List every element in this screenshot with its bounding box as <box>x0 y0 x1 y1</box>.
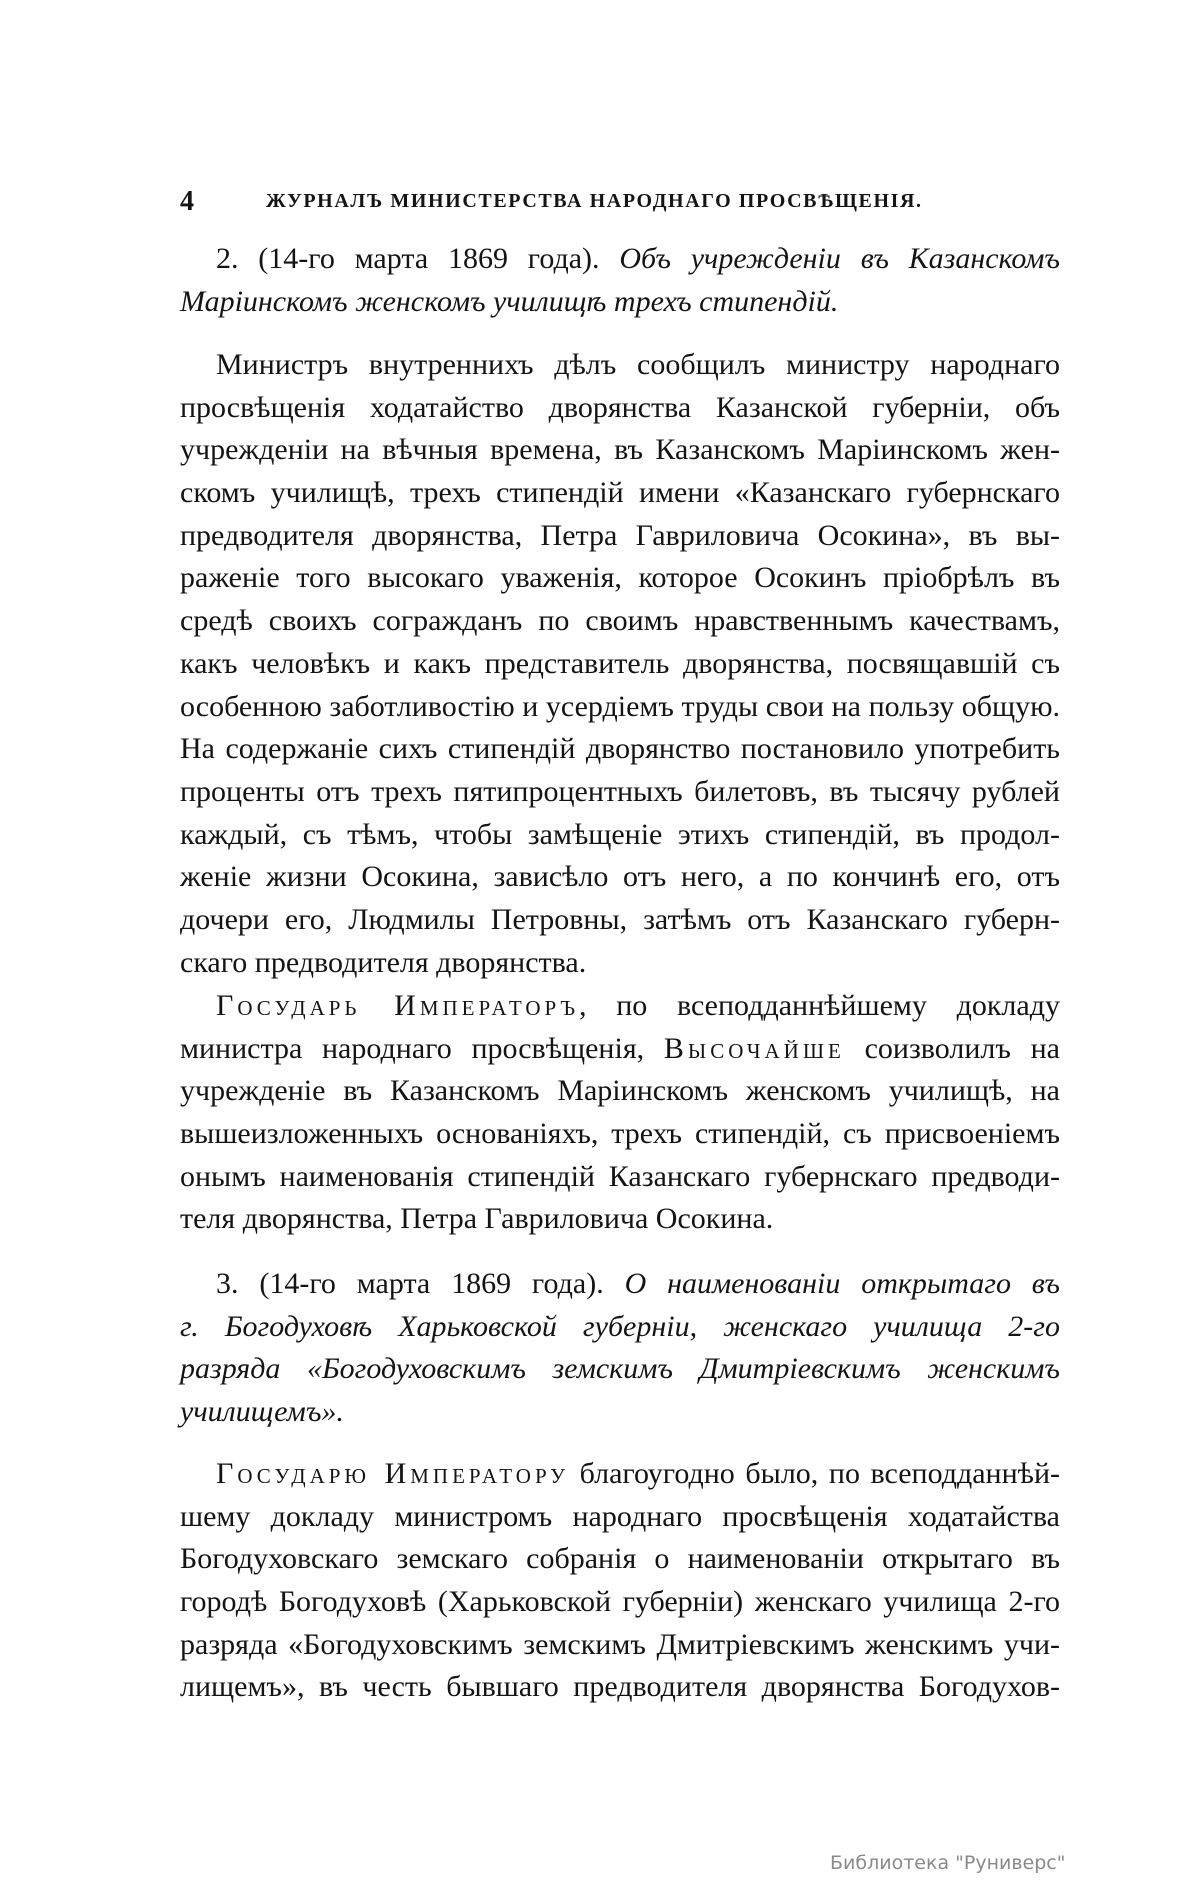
page-number: 4 <box>180 186 194 217</box>
text-run: министра народнаго просвѣщенія, <box>180 1031 664 1065</box>
text-line <box>180 1028 1060 1071</box>
text-line <box>180 899 1060 942</box>
text-line <box>180 643 1060 686</box>
italic-text: Маріинскомъ женскомъ училищѣ трехъ стипендій. <box>180 284 839 318</box>
text-run: городѣ Богодуховѣ (Харьковской губерніи) женскаго училища 2-го <box>180 1585 1060 1619</box>
text-run: разряда «Богодуховскимъ земскимъ Дмитріевскимъ женскимъ учи- <box>180 1627 1060 1661</box>
running-title: ЖУРНАЛЪ МИНИСТЕРСТВА НАРОДНАГО ПРОСВѢЩЕНІЯ. <box>266 190 923 212</box>
text-run: лищемъ», въ честь бывшаго предводителя дворянства Богодухов- <box>180 1670 1060 1704</box>
text-run: женіе жизни Осокина, зависѣло отъ него, а по кончинѣ его, отъ <box>180 860 1060 894</box>
text-line <box>180 344 1060 387</box>
text-line <box>180 1581 1060 1624</box>
text-line <box>180 1306 1060 1349</box>
italic-text: разряда «Богодуховскимъ земскимъ Дмитріевскимъ женскимъ <box>180 1352 1060 1386</box>
text-run: , по всеподданнѣйшему докладу <box>579 989 1060 1022</box>
text-line <box>180 1348 1060 1391</box>
text-run: вышеизложенныхъ основаніяхъ, трехъ стипендій, съ присвоеніемъ <box>180 1117 1060 1151</box>
text-line <box>180 281 1060 324</box>
text-line <box>180 472 1060 515</box>
text-run: теля дворянства, Петра Гавриловича Осокина. <box>180 1202 774 1236</box>
text-run: благоугодно было, по всеподданнѣй- <box>568 1457 1060 1490</box>
text-line <box>180 771 1060 814</box>
text-run: особенною заботливостію и усердіемъ труды свои на пользу общую. <box>180 689 1060 723</box>
text-line <box>180 1538 1060 1581</box>
text-line <box>180 1496 1060 1539</box>
text-line <box>180 387 1060 430</box>
italic-text: О наименованіи открытаго въ <box>624 1267 1060 1300</box>
text-line <box>180 1453 1060 1496</box>
text-run: учрежденіе въ Казанскомъ Маріинскомъ женскомъ училищѣ, на <box>180 1074 1060 1108</box>
spaced-text: Высочайше <box>663 1031 845 1065</box>
text-line <box>180 1156 1060 1199</box>
running-header <box>180 186 1060 220</box>
text-line <box>180 557 1060 600</box>
text-run: средѣ своихъ согражданъ по своимъ нравственнымъ качествамъ, <box>180 604 1060 638</box>
section-3-paragraph-1 <box>180 1453 1060 1709</box>
text-run: предводителя дворянства, Петра Гавриловича Осокина», въ вы- <box>180 518 1060 552</box>
text-run: просвѣщенія ходатайство дворянства Казанской губерніи, объ <box>180 390 1060 424</box>
text-run: На содержаніе сихъ стипендій дворянство постановило употребить <box>180 732 1060 766</box>
section-2-paragraph-1 <box>180 344 1060 984</box>
italic-text: г. Богодуховѣ Харьковской губерніи, женскаго училища 2-го <box>180 1309 1060 1343</box>
text-line <box>180 1198 1060 1241</box>
text-run: каждый, съ тѣмъ, чтобы замѣщеніе этихъ стипендій, въ продол- <box>180 817 1060 851</box>
italic-text: Объ учрежденіи въ Казанскомъ <box>619 242 1060 275</box>
text-line <box>180 856 1060 899</box>
text-run: скомъ училищѣ, трехъ стипендій имени «Казанскаго губернскаго <box>180 476 1060 510</box>
text-line <box>180 429 1060 472</box>
text-run: Богодуховскаго земскаго собранія о наименованіи открытаго въ <box>180 1542 1060 1576</box>
text-line <box>180 942 1060 985</box>
text-run: проценты отъ трехъ пятипроцентныхъ билетовъ, въ тысячу рублей <box>180 774 1060 808</box>
spaced-text: Государю Императору <box>216 1457 569 1490</box>
text-run: соизволилъ на <box>844 1031 1060 1065</box>
text-run: учрежденіи на вѣчныя времена, въ Казанскомъ Маріинскомъ жен- <box>180 433 1060 467</box>
text-run: 2. (14-го марта 1869 года). <box>216 242 620 275</box>
text-line <box>180 1070 1060 1113</box>
text-run: Министръ внутреннихъ дѣлъ сообщилъ министру народнаго <box>216 348 1060 381</box>
text-run: онымъ наименованія стипендій Казанскаго губернскаго предводи- <box>180 1159 1060 1193</box>
text-run: скаго предводителя дворянства. <box>180 945 587 979</box>
text-run: дочери его, Людмилы Петровны, затѣмъ отъ Казанскаго губерн- <box>180 902 1060 936</box>
text-line <box>180 1391 1060 1434</box>
section-3-heading <box>180 1263 1060 1434</box>
text-line <box>180 686 1060 729</box>
text-line <box>180 814 1060 857</box>
text-run: какъ человѣкъ и какъ представитель дворянства, посвящавшій съ <box>180 646 1060 680</box>
text-line <box>180 1113 1060 1156</box>
text-run: шему докладу министромъ народнаго просвѣщенія ходатайства <box>180 1499 1060 1533</box>
text-line <box>180 515 1060 558</box>
text-line <box>180 1624 1060 1667</box>
text-run: 3. (14-го марта 1869 года). <box>216 1267 625 1300</box>
text-line <box>180 1666 1060 1709</box>
section-2-paragraph-2 <box>180 985 1060 1241</box>
text-line <box>180 600 1060 643</box>
text-line <box>180 1263 1060 1306</box>
text-run: раженіе того высокаго уваженія, которое Осокинъ пріобрѣлъ въ <box>180 561 1060 595</box>
italic-text: училищемъ». <box>180 1395 344 1429</box>
library-watermark: Библиотека "Руниверс" <box>830 1852 1066 1874</box>
text-line <box>180 238 1060 281</box>
spaced-text: Государь Императоръ <box>216 989 580 1022</box>
section-2-heading <box>180 238 1060 323</box>
text-line <box>180 728 1060 771</box>
text-line <box>180 985 1060 1028</box>
